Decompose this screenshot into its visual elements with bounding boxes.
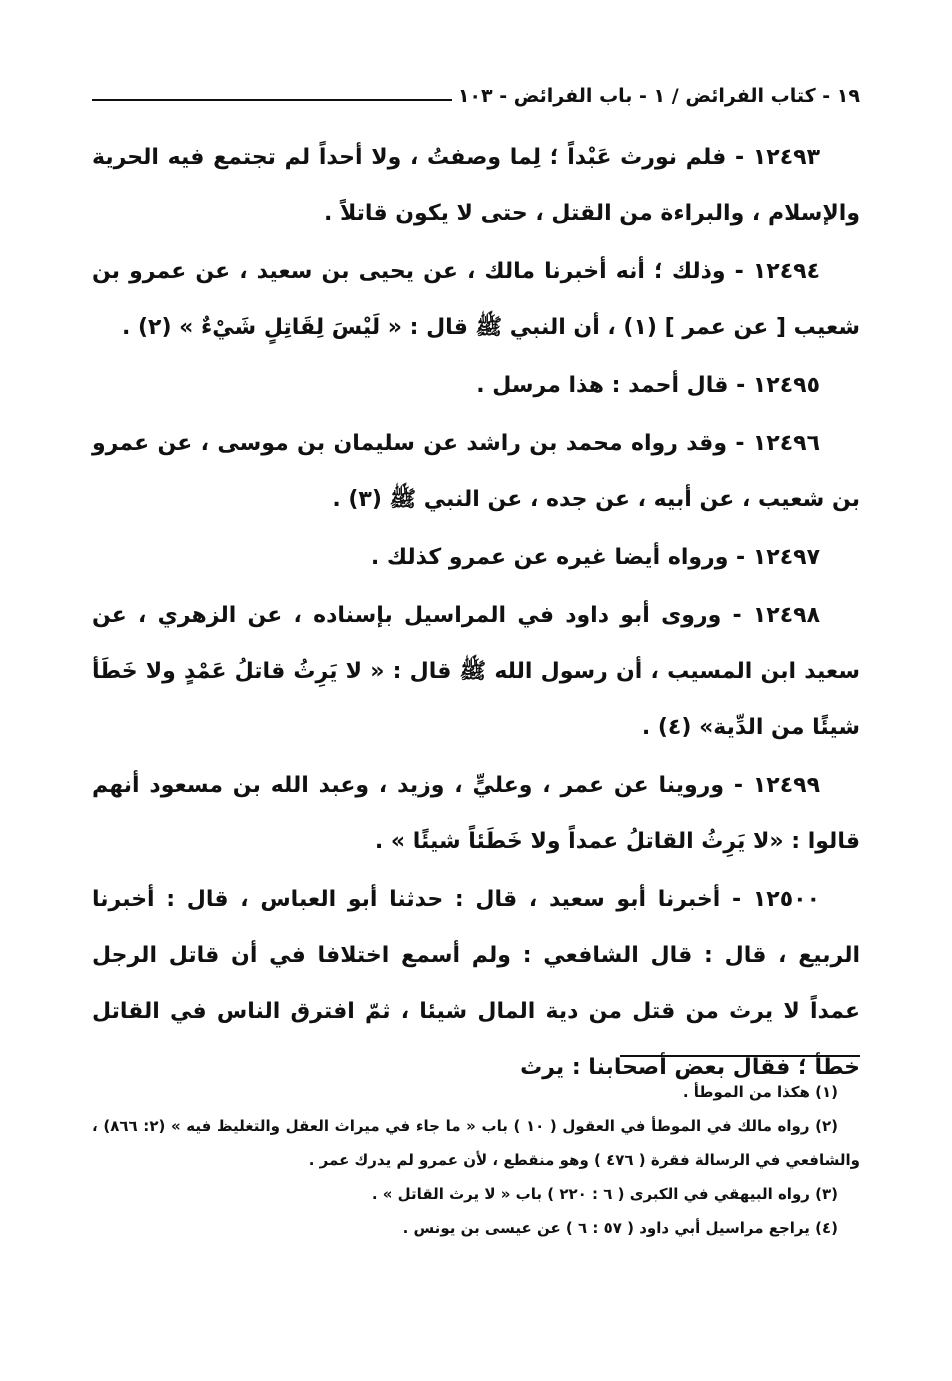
footnote-1: (١) هكذا من الموطأ .: [682, 1083, 838, 1101]
main-text: [92, 130, 860, 1098]
paragraph-12500: ١٢٥٠٠ - أخبرنا أبو سعيد ، قال : حدثنا أبو العباس ، قال : أخبرنا الربيع ، قال : قال الشافعي : ولم أسمع اختلافا في أن قاتل الرجل عمداً لا يرث من قتل من دية المال شيئا ، ثمّ افترق الناس في القاتل خطأ ؛ فقال بعض أصحابنا : يرث: [92, 887, 860, 1080]
running-header: [92, 78, 860, 114]
paragraph-12499: ١٢٤٩٩ - وروينا عن عمر ، وعليٍّ ، وزيد ، وعبد الله بن مسعود أنهم قالوا : «لا يَرِثُ القاتلُ عمداً ولا خَطَئاً شيئًا » .: [92, 773, 860, 854]
footnote-4: (٤) يراجع مراسيل أبي داود ( ٥٧ : ٦ ) عن عيسى بن يونس .: [402, 1219, 838, 1237]
paragraph-12494: ١٢٤٩٤ - وذلك ؛ أنه أخبرنا مالك ، عن يحيى بن سعيد ، عن عمرو بن شعيب [ عن عمر ] (١) ، أن النبي ﷺ قال : « لَيْسَ لِقَاتِلٍ شَيْءٌ » (٢) .: [92, 259, 860, 340]
paragraph-12498: ١٢٤٩٨ - وروى أبو داود في المراسيل بإسناده ، عن الزهري ، عن سعيد ابن المسيب ، أن رسول الله ﷺ قال : « لا يَرِثُ قاتلُ عَمْدٍ ولا خَطَأ شيئًا من الدِّية» (٤) .: [92, 603, 860, 740]
header-title: ١٩ - كتاب الفرائض / ١ - باب الفرائض - ١٠٣: [457, 85, 860, 107]
header-rule: [92, 99, 452, 101]
paragraph-12497: ١٢٤٩٧ - ورواه أيضا غيره عن عمرو كذلك .: [370, 545, 820, 570]
footnote-separator: [620, 1055, 860, 1057]
footnotes: [92, 1075, 860, 1245]
paragraph-12495: ١٢٤٩٥ - قال أحمد : هذا مرسل .: [476, 373, 820, 398]
footnote-3: (٣) رواه البيهقي في الكبرى ( ٦ : ٢٢٠ ) باب « لا يرث القاتل » .: [371, 1185, 838, 1203]
paragraph-12496: ١٢٤٩٦ - وقد رواه محمد بن راشد عن سليمان بن موسى ، عن عمرو بن شعيب ، عن أبيه ، عن جده ، عن النبي ﷺ (٣) .: [92, 431, 860, 512]
paragraph-12493: ١٢٤٩٣ - فلم نورث عَبْداً ؛ لِما وصفتُ ، ولا أحداً لم تجتمع فيه الحرية والإسلام ، والبراءة من القتل ، حتى لا يكون قاتلاً .: [92, 145, 860, 226]
footnote-2: (٢) رواه مالك في الموطأ في العقول ( ١٠ ) باب « ما جاء في ميراث العقل والتغليظ فيه » (٢: ٨٦٦) ، والشافعي في الرسالة فقرة ( ٤٧٦ ) وهو منقطع ، لأن عمرو لم يدرك عمر .: [92, 1117, 860, 1169]
